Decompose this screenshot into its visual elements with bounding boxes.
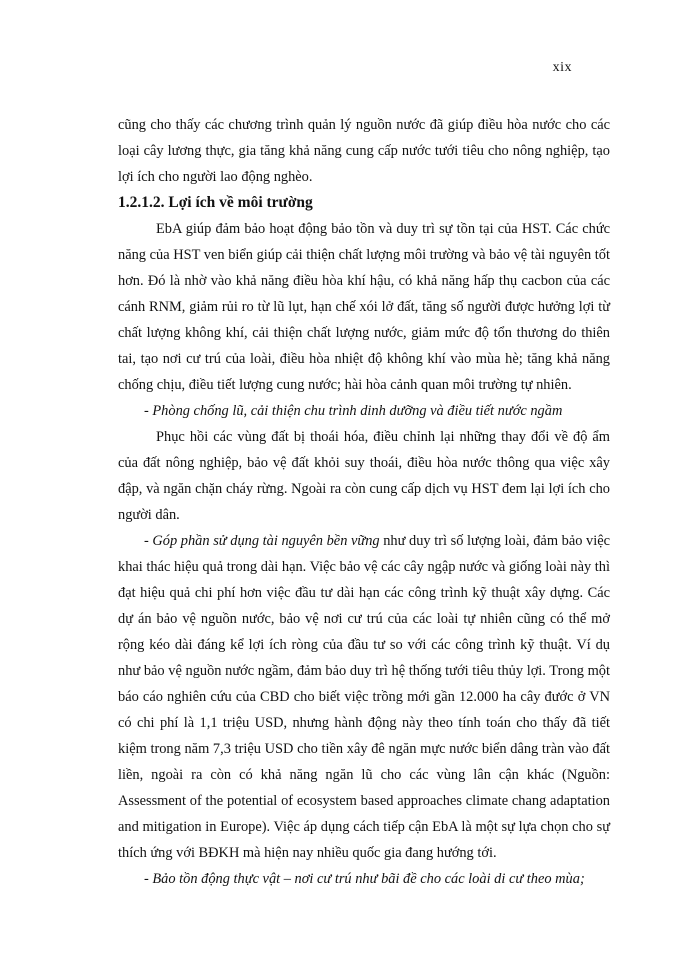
intro-paragraph: cũng cho thấy các chương trình quản lý nguồn nước đã giúp điều hòa nước cho các loại cây lương thực, gia tăng khả năng cung cấp nước tưới tiêu cho nông nghiệp, tạo lợi ích cho người lao động nghèo. — [118, 117, 610, 185]
bullet-flood-prevention: - Phòng chống lũ, cải thiện chu trình dinh dưỡng và điều tiết nước ngầm — [144, 403, 563, 419]
section-heading: 1.2.1.2. Lợi ích về môi trường — [118, 194, 313, 211]
document-body — [118, 112, 610, 892]
bullet-sustainable-resources-lead: - Góp phần sử dụng tài nguyên bền vững — [144, 533, 380, 549]
paragraph-sustainable-resources — [118, 528, 610, 866]
paragraph-eba-benefits: EbA giúp đảm bảo hoạt động bảo tồn và duy trì sự tồn tại của HST. Các chức năng của HST ven biển giúp cải thiện chất lượng môi trường và bảo vệ tài nguyên tốt hơn. Đó là nhờ vào khả năng điều hòa khí hậu, có khả năng hấp thụ cacbon của các cánh RNM, giảm rủi ro từ lũ lụt, hạn chế xói lở đất, tăng số người được hưởng lợi từ chất lượng không khí, cải thiện chất lượng nước, giảm mức độ tổn thương do thiên tai, tạo nơi cư trú của loài, điều hòa nhiệt độ không khí vào mùa hè; tăng khả năng chống chịu, điều tiết lượng cung nước; hài hòa cảnh quan môi trường tự nhiên. — [118, 221, 610, 393]
paragraph-land-restoration: Phục hồi các vùng đất bị thoái hóa, điều chỉnh lại những thay đổi về độ ẩm của đất nông nghiệp, bảo vệ đất khỏi suy thoái, điều hòa nước thông qua việc xây đập, và ngăn chặn cháy rừng. Ngoài ra còn cung cấp dịch vụ HST đem lại lợi ích cho người dân. — [118, 429, 610, 523]
bullet-species-conservation: - Bảo tồn động thực vật – nơi cư trú như bãi đề cho các loài di cư theo mùa; — [144, 871, 585, 887]
sustainable-resources-text: như duy trì số lượng loài, đảm bảo việc khai thác hiệu quả trong dài hạn. Việc bảo vệ các cây ngập nước và giống loài này thì đạt hiệu quả chi phí hơn việc đầu tư dài hạn các công trình kỹ thuật xây dựng. Các dự án bảo vệ nguồn nước, bảo vệ nơi cư trú của các loài tự nhiên cũng có thể mở rộng kéo dài đáng kể lợi ích ròng của đầu tư so với các công trình kỹ thuật. Ví dụ như bảo vệ nguồn nước ngầm, đảm bảo duy trì hệ thống tưới tiêu thủy lợi. Trong một báo cáo nghiên cứu của CBD cho biết việc trồng mới gần 12.000 ha cây đước ở VN có chi phí là 1,1 triệu USD, nhưng hành động này theo tính toán cho thấy đã tiết kiệm trong năm 7,3 triệu USD cho tiền xây đê ngăn mực nước biển dâng tràn vào đất liền, ngoài ra còn có khả năng ngăn lũ cho các vùng lân cận khác (Nguồn: Assessment of the potential of ecosystem based approaches climate chang adaptation and mitigation in Europe). Việc áp dụng cách tiếp cận EbA là một sự lựa chọn cho sự thích ứng với BĐKH mà hiện nay nhiều quốc gia đang hướng tới. — [118, 533, 610, 861]
page-number: xix — [552, 60, 572, 75]
